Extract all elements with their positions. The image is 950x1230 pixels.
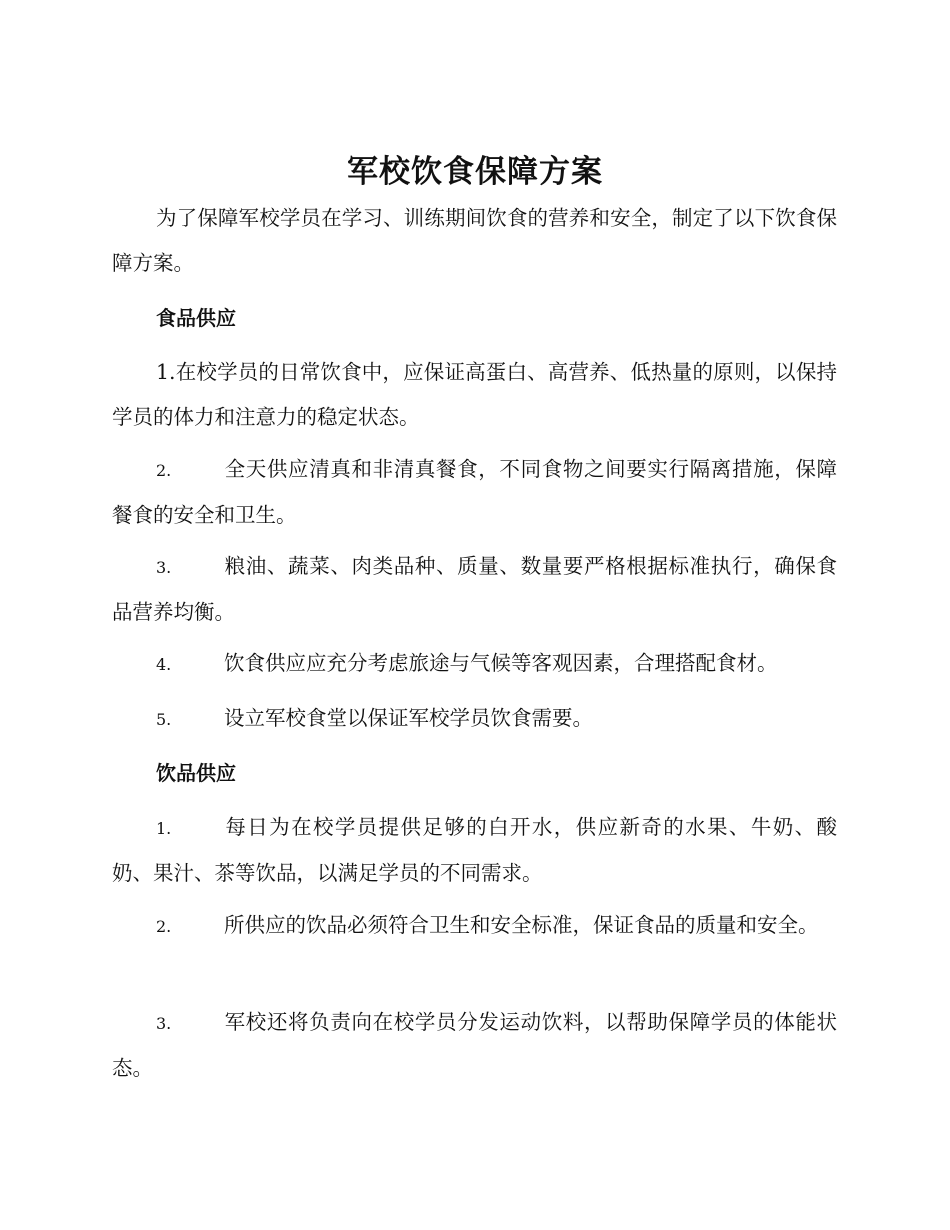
- food-item-3: [112, 544, 837, 635]
- food-item-1: [112, 350, 837, 440]
- drink-item-3-number: 3.: [156, 1014, 172, 1033]
- food-item-3-text: 粮油、蔬菜、肉类品种、质量、数量要严格根据标准执行，确保食品营养均衡。: [112, 554, 837, 624]
- food-item-2: [112, 447, 837, 538]
- drink-item-1-text: 每日为在校学员提供足够的白开水，供应新奇的水果、牛奶、酸奶、果汁、茶等饮品，以满足学员的不同需求。: [112, 815, 837, 885]
- drink-item-3: [112, 1000, 837, 1091]
- drink-item-3-text: 军校还将负责向在校学员分发运动饮料，以帮助保障学员的体能状态。: [112, 1010, 837, 1080]
- drink-item-1-number: 1.: [156, 819, 172, 838]
- section-heading-drinks: 饮品供应: [156, 761, 236, 785]
- food-item-4: [112, 641, 837, 687]
- drink-item-2-number: 2.: [156, 917, 172, 936]
- food-item-4-number: 4.: [156, 655, 172, 674]
- food-item-1-number: 1.: [156, 360, 176, 384]
- food-item-1-text: 在校学员的日常饮食中，应保证高蛋白、高营养、低热量的原则，以保持学员的体力和注意力的稳定状态。: [112, 360, 837, 429]
- section-heading-food: 食品供应: [156, 306, 236, 330]
- drink-item-2: [112, 903, 837, 949]
- food-item-5-number: 5.: [156, 710, 172, 729]
- food-item-4-text: 饮食供应应充分考虑旅途与气候等客观因素，合理搭配食材。: [224, 651, 778, 675]
- drink-item-1: [112, 805, 837, 896]
- food-item-5-text: 设立军校食堂以保证军校学员饮食需要。: [224, 706, 593, 730]
- intro-paragraph: 为了保障军校学员在学习、训练期间饮食的营养和安全，制定了以下饮食保障方案。: [112, 206, 837, 275]
- drink-item-2-text: 所供应的饮品必须符合卫生和安全标准，保证食品的质量和安全。: [224, 913, 819, 937]
- food-item-3-number: 3.: [156, 558, 172, 577]
- food-item-2-text: 全天供应清真和非清真餐食，不同食物之间要实行隔离措施，保障餐食的安全和卫生。: [112, 457, 837, 527]
- food-item-2-number: 2.: [156, 461, 172, 480]
- food-item-5: [112, 696, 837, 742]
- document-title: 军校饮食保障方案: [347, 154, 603, 190]
